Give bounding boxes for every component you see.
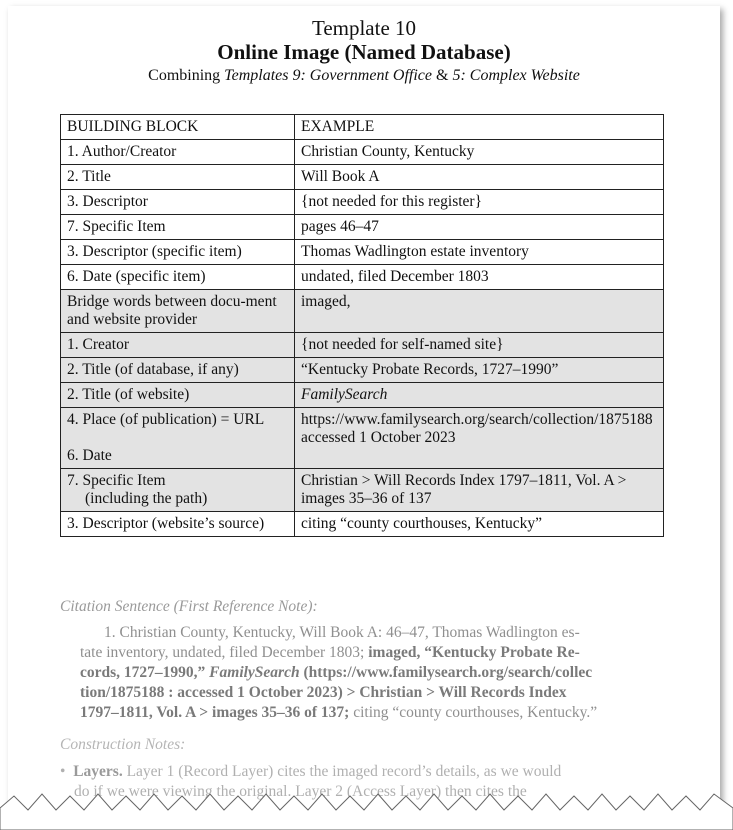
block-cell: Bridge words between docu-ment and website provider — [61, 290, 295, 333]
building-block-table — [60, 114, 664, 537]
table-row — [61, 265, 664, 290]
example-cell: {not needed for this register} — [295, 190, 664, 215]
block-cell: 1. Creator — [61, 333, 295, 358]
table-row — [61, 215, 664, 240]
citation-bold: cords, 1727–1990,” — [80, 664, 210, 681]
template-label: Template 10 — [311, 16, 417, 40]
page-sheet — [8, 6, 720, 818]
citation-text: citing “county courthouses, Kentucky.” — [349, 704, 598, 721]
citation-text: tate inventory, undated, filed December 1803; — [80, 644, 369, 661]
table-row — [61, 408, 664, 469]
example-cell: undated, filed December 1803 — [295, 265, 664, 290]
block-cell: 1. Author/Creator — [61, 140, 295, 165]
table-row — [61, 240, 664, 265]
note-line — [60, 762, 664, 782]
example-url: https://www.familysearch.org/search/collection/1875188 — [301, 411, 653, 428]
example-cell: FamilySearch — [295, 383, 664, 408]
subtitle-amp: & — [431, 67, 453, 84]
example-cell: “Kentucky Probate Records, 1727–1990” — [295, 358, 664, 383]
note-line: do if we were viewing the original. Layer 2 (Access Layer) then cites the — [74, 783, 527, 800]
citation-line — [80, 643, 664, 663]
table-row — [61, 290, 664, 333]
bullet-icon: • — [60, 763, 66, 780]
citation-bold: tion/1875188 : accessed 1 October 2023) > Christian > Will Records Index — [80, 684, 567, 701]
example-accessed: accessed 1 October 2023 — [301, 429, 456, 446]
subtitle-template-9: Templates 9: Government Office — [224, 67, 432, 84]
block-date: 6. Date — [67, 447, 112, 464]
citation-website: FamilySearch — [209, 664, 300, 681]
block-cell: 6. Date (specific item) — [61, 265, 295, 290]
table-header-row — [61, 115, 664, 140]
block-cell: 3. Descriptor (website’s source) — [61, 512, 295, 537]
example-cell: Will Book A — [295, 165, 664, 190]
citation-bold: imaged, “Kentucky Probate Re- — [368, 644, 580, 661]
table-row — [61, 512, 664, 537]
example-cell: {not needed for self-named site} — [295, 333, 664, 358]
note-text: Layer 1 (Record Layer) cites the imaged record’s details, as we would — [122, 763, 562, 780]
table-row — [61, 469, 664, 512]
header-example: EXAMPLE — [295, 115, 664, 140]
subtitle-template-5: 5: Complex Website — [452, 67, 580, 84]
block-cell: 2. Title (of website) — [61, 383, 295, 408]
table-row — [61, 358, 664, 383]
block-cell — [61, 469, 295, 512]
table-row — [61, 140, 664, 165]
citation-bold: 1797–1811, Vol. A > images 35–36 of 137; — [80, 704, 350, 721]
example-cell: citing “county courthouses, Kentucky” — [295, 512, 664, 537]
citation-line: 1. Christian County, Kentucky, Will Book A: 46–47, Thomas Wadlington es- — [104, 624, 580, 641]
page-subtitle — [8, 67, 720, 85]
block-cell: 7. Specific Item — [61, 215, 295, 240]
citation-line — [80, 703, 664, 723]
notes-caption: Construction Notes: — [60, 736, 186, 753]
page-title: Online Image (Named Database) — [217, 40, 511, 64]
example-cell: Christian County, Kentucky — [295, 140, 664, 165]
header-building-block: BUILDING BLOCK — [61, 115, 295, 140]
example-cell: Thomas Wadlington estate inventory — [295, 240, 664, 265]
block-cell: 2. Title (of database, if any) — [61, 358, 295, 383]
table-row — [61, 333, 664, 358]
torn-edge — [0, 780, 733, 830]
note-lead: Layers. — [73, 763, 123, 780]
block-cell: 2. Title — [61, 165, 295, 190]
example-cell: imaged, — [295, 290, 664, 333]
example-cell: pages 46–47 — [295, 215, 664, 240]
citation-line — [80, 683, 664, 703]
block-place-url: 4. Place (of publication) = URL — [67, 411, 265, 428]
example-cell: Christian > Will Records Index 1797–1811, Vol. A > images 35–36 of 137 — [295, 469, 664, 512]
block-cell — [61, 408, 295, 469]
citation-caption: Citation Sentence (First Reference Note): — [60, 598, 318, 615]
block-cell: 3. Descriptor — [61, 190, 295, 215]
block-path-note: (including the path) — [85, 490, 208, 507]
citation-sentence — [80, 623, 664, 723]
example-cell — [295, 408, 664, 469]
citation-line — [80, 663, 664, 683]
table-row — [61, 190, 664, 215]
subtitle-prefix: Combining — [148, 67, 225, 84]
citation-bold: (https://www.familysearch.org/search/collec — [299, 664, 593, 681]
block-specific-item: 7. Specific Item — [67, 472, 166, 489]
table-row — [61, 383, 664, 408]
block-cell: 3. Descriptor (specific item) — [61, 240, 295, 265]
table-row — [61, 165, 664, 190]
